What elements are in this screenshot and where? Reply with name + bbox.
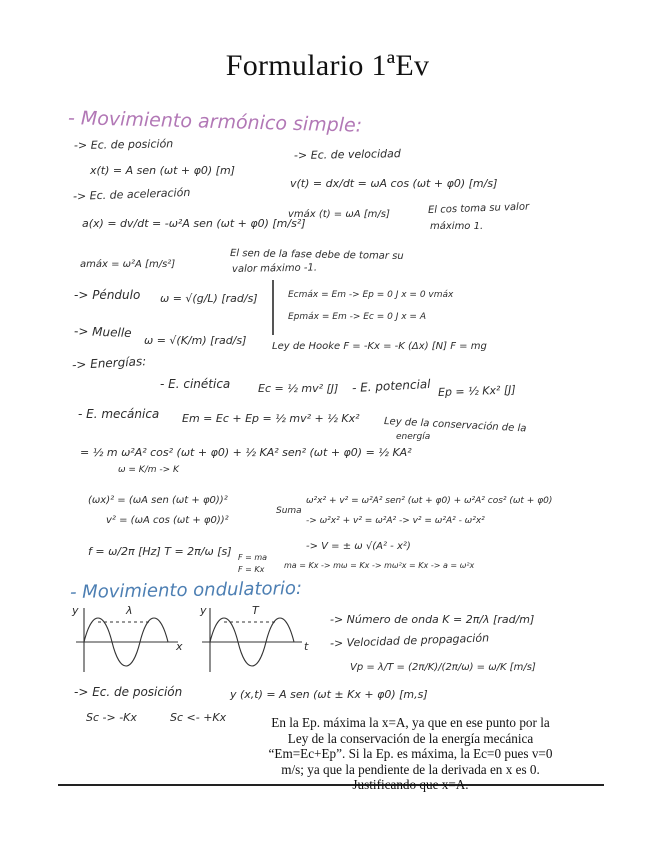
wave-position-label: -> Ec. de posición — [74, 685, 183, 699]
sum-term-a: (ωx)² = (ωA sen (ωt + φ0))² — [88, 495, 228, 506]
energy-note: En la Ep. máxima la x=A, ya que en ese punto por la Ley de la conservación de la energía mecánica “Em=Ec+Ep”. Si la Ep. es máxima, la Ec=0 pues v=0 m/s; ya que la pendiente de la derivada en x es 0. Justificando que x=A. — [268, 715, 553, 792]
velocity-label: -> Ec. de velocidad — [293, 147, 401, 162]
vmax-comment-1: El cos toma su valor — [427, 201, 530, 216]
force-ma: F = ma — [238, 553, 268, 562]
graph1-y-label: y — [72, 604, 79, 617]
acceleration-equation: a(x) = dv/dt = -ω²A sen (ωt + φ0) [m/s²] — [82, 217, 306, 230]
waves-heading: - Movimiento ondulatorio: — [69, 577, 303, 603]
mechanical-expansion: = ½ m ω²A² cos² (ωt + φ0) + ½ KA² sen² (ωt + φ0) = ½ KA² — [80, 446, 412, 459]
sum-result-1: ω²x² + v² = ω²A² sen² (ωt + φ0) + ω²A² cos² (ωt + φ0) — [306, 496, 553, 506]
position-equation: x(t) = A sen (ωt + φ0) [m] — [90, 164, 235, 177]
acceleration-label: -> Ec. de aceleración — [72, 185, 191, 203]
sum-term-b: v² = (ωA cos (ωt + φ0))² — [106, 515, 229, 526]
pendulum-energy-1: Ecmáx = Em -> Ep = 0 J x = 0 vmáx — [288, 290, 454, 300]
mechanical-equation: Em = Ec + Ep = ½ mv² + ½ Kx² — [182, 412, 360, 425]
hooke-law: Ley de Hooke F = -Kx = -K (Δx) [N] F = mg — [272, 341, 487, 352]
page-title: Formulario 1ªEv — [225, 49, 430, 82]
pendulum-energy-2: Epmáx = Em -> Ec = 0 J x = A — [288, 312, 426, 322]
pendulum-label: -> Péndulo — [74, 288, 141, 302]
graph2-t-period-label: T — [252, 604, 259, 617]
potential-equation: Ep = ½ Kx² [J] — [437, 383, 516, 399]
position-label: -> Ec. de posición — [73, 137, 174, 152]
propagation-label: -> Velocidad de propagación — [329, 631, 490, 650]
amax-comment-2: valor máximo -1. — [231, 262, 318, 275]
spring-equation: ω = √(K/m) [rad/s] — [144, 334, 247, 347]
mas-heading: - Movimiento armónico simple: — [67, 107, 363, 137]
direction-negative: Sc -> -Kx — [86, 711, 137, 724]
graph2-y-label: y — [200, 604, 207, 617]
kinetic-equation: Ec = ½ mv² [J] — [258, 382, 339, 395]
frequency-period: f = ω/2π [Hz] T = 2π/ω [s] — [88, 545, 232, 558]
velocity-position-eq: -> V = ± ω √(A² - x²) — [306, 541, 411, 552]
force-kx: F = Kx — [238, 565, 265, 574]
energy-label: -> Energías: — [71, 354, 147, 372]
spring-label: -> Muelle — [73, 324, 132, 341]
amax-comment-1: El sen de la fase debe de tomar su — [229, 248, 404, 263]
omega-k-relation: ω = K/m -> K — [118, 465, 179, 475]
wave-number: -> Número de onda K = 2π/λ [rad/m] — [330, 613, 535, 626]
amax-equation: amáx = ω²A [m/s²] — [80, 259, 176, 270]
pendulum-equation: ω = √(g/L) [rad/s] — [160, 292, 258, 305]
vmax-equation: vmáx (t) = ωA [m/s] — [288, 209, 390, 220]
conservation-1: Ley de la conservación de la — [383, 416, 527, 435]
pendulum-divider — [272, 280, 274, 335]
sum-label: Suma — [276, 506, 302, 516]
vmax-comment-2: máximo 1. — [430, 221, 484, 232]
potential-label: - E. potencial — [351, 376, 431, 395]
sum-result-2: -> ω²x² + v² = ω²A² -> v² = ω²A² - ω²x² — [306, 516, 485, 526]
conservation-2: energía — [396, 432, 431, 442]
wave-position-equation: y (x,t) = A sen (ωt ± Kx + φ0) [m,s] — [230, 688, 428, 701]
graph2-t-label: t — [304, 640, 309, 653]
propagation-equation: Vp = λ/T = (2π/K)/(2π/ω) = ω/K [m/s] — [350, 662, 536, 673]
direction-positive: Sc <- +Kx — [170, 711, 227, 724]
velocity-equation: v(t) = dx/dt = ωA cos (ωt + φ0) [m/s] — [290, 177, 498, 190]
ma-chain: ma = Kx -> mω = Kx -> mω²x = Kx -> a = ω²x — [284, 561, 475, 570]
graph1-lambda-label: λ — [126, 604, 133, 617]
kinetic-label: - E. cinética — [160, 377, 231, 391]
mechanical-label: - E. mecánica — [78, 407, 160, 421]
graph1-x-label: x — [176, 640, 183, 653]
